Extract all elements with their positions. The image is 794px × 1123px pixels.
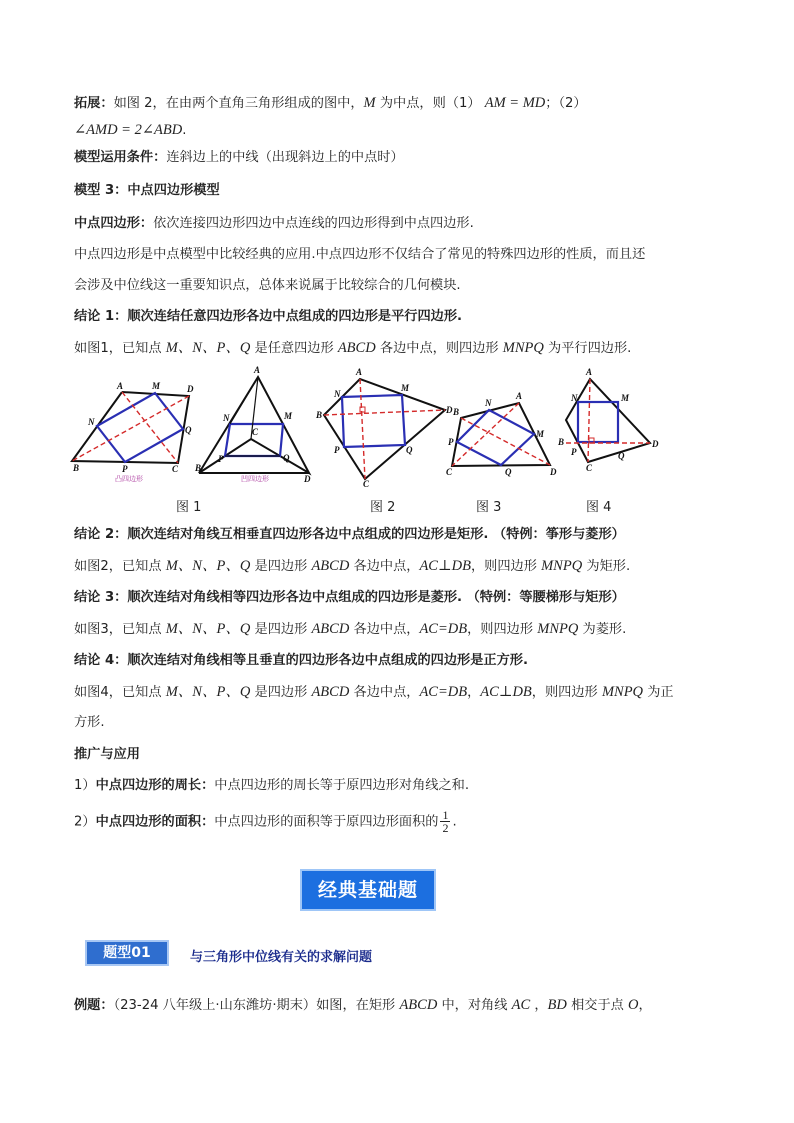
svg-text:C: C [252, 427, 259, 437]
svg-text:Q: Q [185, 425, 192, 435]
svg-text:A: A [586, 367, 593, 377]
svg-text:B: B [453, 407, 460, 417]
extension-label: 拓展： [74, 96, 114, 111]
question-type-title: 与三角形中位线有关的求解问题 [190, 950, 373, 965]
intro-line-2: 会涉及中位线这一重要知识点，总体来说属于比较综合的几何模块. [74, 278, 461, 293]
conclusion-4-text: 如图4，已知点 M、N、P、Q 是四边形 ABCD 各边中点，AC=DB，AC⊥DB，则四边形 MNPQ 为正 [74, 684, 674, 700]
svg-text:Q: Q [618, 451, 625, 461]
svg-text:B: B [73, 463, 80, 473]
figure-2-caption: 图 2 [370, 500, 396, 515]
figure-2-kite [315, 367, 453, 489]
svg-text:D: D [304, 474, 311, 484]
model-condition: 模型运用条件：连斜边上的中线（出现斜边上的中点时） [74, 150, 404, 165]
tag-label: 题型01 [103, 945, 151, 961]
svg-text:P: P [122, 464, 128, 474]
figure-1-caption: 图 1 [176, 500, 202, 515]
svg-text:M: M [621, 393, 630, 403]
svg-text:A: A [516, 391, 523, 401]
svg-text:N: N [485, 398, 492, 408]
svg-text:D: D [187, 384, 194, 394]
svg-text:A: A [356, 367, 363, 377]
conclusion-3-text: 如图3，已知点 M、N、P、Q 是四边形 ABCD 各边中点，AC=DB，则四边形 MNPQ 为菱形. [74, 621, 627, 637]
conclusion-4-wrap: 方形. [74, 715, 105, 730]
conclusion-2-text: 如图2，已知点 M、N、P、Q 是四边形 ABCD 各边中点，AC⊥DB，则四边形 MNPQ 为矩形. [74, 558, 631, 574]
figure-1-concave [194, 365, 311, 484]
section-banner [300, 869, 443, 917]
promotion-item-1: 1）中点四边形的周长：中点四边形的周长等于原四边形对角线之和. [74, 778, 470, 793]
svg-text:B: B [195, 463, 202, 473]
extension-line-1: 拓展：如图 2，在由两个直角三角形组成的图中，M 为中点，则（1） AM = MD；（2） [74, 95, 587, 111]
svg-text:D: D [446, 405, 453, 415]
svg-text:C: C [446, 467, 453, 477]
svg-text:D: D [550, 467, 557, 477]
svg-text:P: P [448, 437, 454, 447]
conclusion-1-title: 结论 1：顺次连结任意四边形各边中点组成的四边形是平行四边形. [74, 309, 463, 324]
conclusion-1-text: 如图1，已知点 M、N、P、Q 是任意四边形 ABCD 各边中点，则四边形 MNPQ 为平行四边形. [74, 340, 632, 356]
svg-text:P: P [571, 447, 577, 457]
intro-line-1: 中点四边形是中点模型中比较经典的应用.中点四边形不仅结合了常见的特殊四边形的性质，而且还 [74, 247, 646, 262]
banner-text: 经典基础题 [317, 879, 418, 901]
promotion-title: 推广与应用 [74, 747, 140, 762]
figure-1-convex [72, 381, 194, 483]
figure-4-caption: 图 4 [586, 500, 612, 515]
promotion-item-2: 2）中点四边形的面积：中点四边形的面积等于原四边形面积的 $\frac{1}{2}$ . [74, 808, 457, 835]
svg-text:P: P [334, 445, 340, 455]
equation-angle: ∠AMD = 2∠ABD [74, 122, 183, 138]
svg-text:C: C [586, 463, 593, 473]
svg-text:C: C [172, 464, 179, 474]
svg-text:B: B [558, 437, 565, 447]
svg-text:N: N [334, 389, 341, 399]
svg-text:Q: Q [505, 467, 512, 477]
question-type-tag [85, 940, 177, 971]
svg-text:M: M [152, 381, 161, 391]
svg-text:B: B [316, 410, 323, 420]
svg-text:C: C [363, 479, 370, 489]
svg-text:Q: Q [406, 445, 413, 455]
concave-caption: 凹四边形 [241, 475, 269, 483]
conclusion-2-title: 结论 2：顺次连结对角线互相垂直四边形各边中点组成的四边形是矩形. （特例：筝形与菱形） [74, 527, 625, 542]
svg-text:A: A [254, 365, 261, 375]
equation-am-md: AM = MD [484, 95, 546, 111]
one-half-fraction: $\frac{1}{2}$ [442, 808, 449, 835]
figure-4-square [557, 367, 659, 473]
figure-3-caption: 图 3 [476, 500, 502, 515]
svg-text:M: M [284, 411, 293, 421]
svg-text:A: A [117, 381, 124, 391]
svg-text:N: N [88, 417, 95, 427]
example-line: 例题：（23-24 八年级上·山东潍坊·期末）如图，在矩形 ABCD 中，对角线 AC ，BD 相交于点 O， [74, 997, 652, 1013]
svg-text:M: M [536, 429, 545, 439]
extension-line-2: ∠AMD = 2∠ABD. [74, 122, 187, 138]
svg-text:N: N [571, 393, 578, 403]
svg-text:M: M [401, 383, 410, 393]
figure-3-rhombus [446, 391, 557, 477]
model3-title: 模型 3：中点四边形模型 [74, 183, 220, 198]
conclusion-4-title: 结论 4：顺次连结对角线相等且垂直的四边形各边中点组成的四边形是正方形. [74, 653, 528, 668]
conclusion-3-title: 结论 3：顺次连结对角线相等四边形各边中点组成的四边形是菱形. （特例：等腰梯形与矩形） [74, 590, 625, 605]
svg-text:D: D [652, 439, 659, 449]
convex-caption: 凸四边形 [115, 475, 143, 483]
definition: 中点四边形：依次连接四边形四边中点连线的四边形得到中点四边形. [74, 216, 474, 231]
svg-text:Q: Q [283, 453, 290, 463]
midpoint-quadrilateral-figures [68, 365, 668, 489]
svg-text:N: N [223, 413, 230, 423]
svg-text:P: P [218, 454, 224, 464]
